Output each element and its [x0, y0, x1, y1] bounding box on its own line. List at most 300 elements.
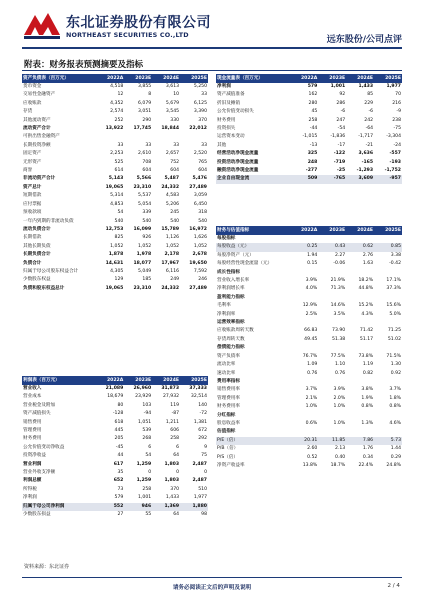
- table-cell: 31,873: [161, 386, 180, 391]
- table-cell: 330: [170, 117, 180, 123]
- column-header: 2024E: [152, 74, 180, 83]
- table-cell: -1,752: [384, 168, 401, 174]
- row-label: 融资活动净现金流量: [217, 168, 259, 174]
- table-cell: 54: [145, 453, 152, 459]
- table-cell: 2,657: [165, 151, 180, 157]
- table-cell: 9: [204, 444, 207, 450]
- table-row: [22, 83, 208, 91]
- table-cell: 1.10: [334, 362, 346, 368]
- table-cell: 35: [117, 470, 124, 476]
- table-row: [216, 462, 402, 470]
- table-row: [22, 108, 208, 116]
- table-cell: 765: [198, 159, 207, 165]
- table-cell: 552: [96, 503, 124, 511]
- table-row: [22, 142, 208, 150]
- column-header: 2024E: [346, 74, 374, 83]
- page-header: [0, 0, 424, 46]
- table-cell: 0.62: [346, 243, 374, 251]
- table-cell: 2,487: [192, 461, 207, 467]
- table-cell: 1,977: [386, 84, 401, 89]
- table-cell: 73: [117, 486, 124, 492]
- footer-divider: [22, 577, 402, 578]
- table-cell: 2.27: [334, 252, 346, 258]
- table-cell: 4,352: [110, 100, 124, 106]
- row-label: 资产负债率: [217, 353, 240, 359]
- table-cell: 80: [117, 402, 124, 408]
- table-cell: 2,520: [193, 151, 207, 157]
- table-cell: 1.19: [362, 362, 374, 368]
- table-cell: 71.42: [359, 328, 374, 334]
- table-title: 财务与估值指标: [216, 226, 290, 235]
- table-cell: 44: [117, 453, 124, 459]
- table-row: [216, 252, 402, 260]
- table-cell: 33: [201, 92, 207, 98]
- table-cell: 23,310: [133, 184, 152, 190]
- table-cell: 510: [198, 486, 207, 492]
- row-label: 投资损失: [217, 126, 236, 132]
- column-header: 2023E: [318, 226, 346, 235]
- table-cell: 604: [142, 168, 152, 174]
- row-label: 估值指标: [217, 429, 236, 435]
- table-cell: 4,853: [110, 201, 124, 207]
- table-title: 现金流量表（百万元）: [216, 74, 290, 83]
- table-cell: 75: [201, 453, 207, 459]
- table-cell: -1,015: [302, 134, 318, 140]
- table-row: [216, 150, 402, 158]
- table-cell: 258: [170, 436, 180, 442]
- table-row: [22, 276, 208, 284]
- table-cell: 77.5%: [330, 353, 346, 359]
- table-cell: 249: [170, 277, 180, 283]
- table-cell: [346, 235, 374, 243]
- table-cell: 2,610: [138, 151, 152, 157]
- table-cell: 1,052: [138, 243, 152, 249]
- table-cell: 1,880: [180, 503, 208, 511]
- column-header: 2022A: [96, 74, 124, 83]
- row-label: 存货: [23, 109, 33, 115]
- table-row: [22, 91, 208, 99]
- table-cell: 370: [170, 486, 180, 492]
- table-cell: -94: [143, 411, 152, 417]
- table-cell: [374, 428, 402, 436]
- table-cell: 579: [114, 495, 124, 501]
- column-header: 2023E: [318, 74, 346, 83]
- table-row: [216, 285, 402, 293]
- table-cell: [318, 319, 346, 327]
- table-cell: 242: [364, 117, 374, 123]
- table-cell: 4.6%: [389, 420, 401, 426]
- row-label: 资产减值准备: [217, 92, 245, 98]
- table-cell: 1.76: [362, 446, 374, 452]
- table-cell: 3,613: [165, 84, 180, 89]
- table-cell: 33: [145, 142, 152, 148]
- table-cell: 45: [311, 109, 318, 115]
- table-row: [216, 133, 402, 141]
- table-cell: 540: [142, 218, 152, 224]
- table-cell: 280: [308, 100, 318, 106]
- table-cell: 3,545: [165, 109, 180, 115]
- table-cell: [374, 294, 402, 302]
- table-cell: 606: [170, 428, 180, 434]
- table-cell: 652: [113, 478, 124, 484]
- table-cell: 22.4%: [358, 462, 374, 468]
- table-cell: 5,049: [138, 268, 152, 274]
- row-label: 投资净收益: [23, 453, 46, 459]
- table-cell: 2,574: [110, 109, 124, 115]
- table-cell: 229: [364, 100, 374, 106]
- row-label: 净利润增长率: [217, 286, 245, 292]
- table-cell: 162: [308, 92, 318, 98]
- table-header-row: [22, 74, 208, 83]
- row-label: 归属于母公司股东权益合计: [23, 268, 79, 274]
- row-label: 归属于母公司净利润: [22, 503, 96, 511]
- table-cell: 70: [395, 92, 401, 98]
- ratios-table: [216, 226, 402, 470]
- table-row: [216, 167, 402, 175]
- row-label: 负债合计: [23, 260, 42, 266]
- table-cell: 604: [170, 168, 180, 174]
- table-cell: 0.40: [334, 454, 346, 460]
- table-cell: [318, 378, 346, 386]
- table-cell: 2.60: [307, 446, 318, 452]
- table-cell: 2.13: [334, 446, 346, 452]
- table-cell: [318, 294, 346, 302]
- table-cell: 33: [201, 142, 207, 148]
- table-cell: 4,305: [110, 268, 124, 274]
- table-cell: 3.7%: [305, 387, 318, 393]
- data-source-note: 资料来源：东北证券: [24, 564, 70, 570]
- table-cell: [346, 319, 374, 327]
- table-cell: 33: [117, 142, 124, 148]
- table-cell: -25: [336, 168, 346, 174]
- table-cell: 318: [198, 210, 207, 216]
- table-cell: 0.29: [390, 454, 401, 460]
- row-label: 固定资产: [23, 151, 42, 157]
- table-row: [216, 361, 402, 369]
- section-row: [216, 378, 402, 386]
- table-cell: [96, 133, 124, 141]
- table-row: [22, 125, 208, 133]
- table-cell: 92: [339, 92, 346, 98]
- section-row: [216, 412, 402, 420]
- table-cell: 3,609: [346, 175, 374, 183]
- table-cell: 1,052: [165, 243, 180, 249]
- row-label: 费用率指标: [217, 378, 240, 384]
- column-header: 2025E: [374, 226, 402, 235]
- table-cell: 27: [117, 512, 124, 518]
- table-row: [216, 336, 402, 344]
- table-cell: 3.5%: [333, 311, 346, 317]
- table-row: [22, 461, 208, 469]
- table-cell: -765: [318, 175, 346, 183]
- table-cell: 0: [148, 470, 152, 476]
- table-cell: 3.38: [390, 252, 401, 258]
- table-row: [22, 427, 208, 435]
- table-cell: 27,932: [163, 394, 180, 400]
- table-cell: 0.52: [307, 454, 318, 460]
- table-cell: 5,143: [108, 176, 124, 182]
- table-row: [22, 444, 208, 452]
- table-cell: 3.9%: [305, 278, 318, 284]
- table-cell: 5,679: [165, 100, 180, 106]
- column-header: 2022A: [290, 74, 318, 83]
- table-row: [216, 353, 402, 361]
- table-row: [216, 277, 402, 285]
- table-cell: 4,583: [165, 193, 180, 199]
- balance-sheet-table: [22, 74, 208, 293]
- row-label: 应付票据: [23, 201, 42, 207]
- table-header-row: [22, 376, 208, 385]
- table-row: [22, 260, 208, 268]
- cash-flow-panel: [216, 74, 402, 184]
- table-row: [22, 234, 208, 242]
- table-cell: 0: [204, 470, 207, 476]
- table-cell: 1,803: [164, 461, 180, 467]
- table-cell: -21: [365, 142, 374, 148]
- table-cell: 129: [114, 277, 124, 283]
- table-row: [22, 209, 208, 217]
- table-cell: 24.8%: [386, 462, 401, 468]
- table-cell: 7,592: [193, 268, 207, 274]
- table-cell: -54: [337, 126, 346, 132]
- row-label: 管理费用率: [217, 395, 240, 401]
- table-row: [22, 402, 208, 410]
- table-cell: 1.44: [390, 446, 401, 452]
- table-cell: -75: [393, 126, 401, 132]
- row-label: 营业收入: [23, 386, 42, 391]
- table-cell: 1,626: [193, 235, 207, 241]
- table-cell: 71.5%: [386, 353, 401, 359]
- table-row: [216, 243, 402, 251]
- table-cell: [346, 344, 374, 352]
- table-cell: 5,476: [192, 176, 207, 182]
- table-cell: 325: [307, 151, 318, 157]
- table-cell: [374, 269, 402, 277]
- table-row: [22, 419, 208, 427]
- ratios-panel: [216, 226, 402, 470]
- row-label: 每股收益（元）: [216, 243, 290, 251]
- table-cell: -122: [333, 151, 346, 157]
- table-cell: 290: [142, 117, 152, 123]
- table-row: [22, 226, 208, 234]
- table-cell: 17,745: [133, 126, 152, 132]
- table-cell: 185: [142, 277, 152, 283]
- table-cell: [346, 378, 374, 386]
- table-cell: -87: [171, 411, 180, 417]
- table-row: [22, 150, 208, 158]
- table-cell: 205: [114, 436, 124, 442]
- table-cell: [318, 269, 346, 277]
- table-cell: 1,052: [110, 243, 124, 249]
- row-label: 营业成本: [23, 394, 42, 400]
- table-cell: 617: [113, 461, 124, 467]
- row-label: 财务费用率: [217, 404, 240, 410]
- table-cell: 1,433: [358, 84, 374, 89]
- table-cell: 445: [114, 428, 124, 434]
- table-row: [216, 437, 402, 445]
- table-cell: 5.0%: [389, 311, 401, 317]
- table-row: [22, 393, 208, 401]
- table-cell: 540: [170, 218, 180, 224]
- table-cell: 216: [392, 100, 401, 106]
- row-label: 营业外收支净额: [23, 470, 56, 476]
- row-label: P/E（倍）: [216, 437, 290, 445]
- table-cell: 26,960: [133, 386, 152, 391]
- column-header: 2022A: [290, 226, 318, 235]
- table-cell: 51.17: [359, 336, 374, 342]
- table-cell: [374, 344, 402, 352]
- table-row: [216, 311, 402, 319]
- company-name-cn: 东北证券股份有限公司: [66, 15, 211, 31]
- table-cell: 18,077: [133, 260, 152, 266]
- table-cell: -3,304: [386, 134, 401, 140]
- table-cell: 1.0%: [333, 404, 346, 410]
- row-label: 销售费用: [23, 419, 42, 425]
- row-label: 少数股东损益: [23, 512, 51, 518]
- table-row: [216, 83, 402, 91]
- table-cell: 5.73: [374, 437, 402, 445]
- row-label: 短期借款: [23, 193, 42, 199]
- row-label: 一年内到期的非流动负债: [23, 218, 74, 224]
- table-row: [216, 108, 402, 116]
- table-cell: 1,001: [330, 84, 346, 89]
- table-cell: 17,967: [161, 260, 180, 266]
- table-cell: 1.09: [307, 362, 318, 368]
- table-cell: -957: [374, 175, 402, 183]
- table-cell: 5,250: [193, 84, 207, 89]
- table-cell: 1,803: [164, 478, 180, 484]
- table-cell: 15.2%: [358, 303, 374, 309]
- row-label: P/S（倍）: [217, 454, 239, 460]
- northeast-securities-logo-icon: [22, 11, 62, 41]
- table-cell: 1,433: [165, 495, 180, 501]
- table-row: [22, 218, 208, 226]
- table-title: 资产负债表（百万元）: [22, 74, 96, 83]
- table-cell: 672: [198, 428, 207, 434]
- table-cell: 98: [201, 512, 207, 518]
- row-label: 净利润: [217, 84, 231, 89]
- table-row: [22, 117, 208, 125]
- table-cell: 1,052: [193, 243, 207, 249]
- footer-disclaimer: 请务必阅读正文后的声明及说明: [172, 585, 252, 591]
- table-cell: 1.8%: [389, 395, 401, 401]
- table-cell: 540: [198, 218, 207, 224]
- table-cell: 1.0%: [333, 420, 346, 426]
- table-cell: 37,333: [189, 386, 207, 391]
- row-label: 管理费用: [23, 428, 42, 434]
- table-cell: 579: [307, 84, 318, 89]
- table-cell: 54: [117, 210, 124, 216]
- row-label: 分红指标: [217, 412, 236, 418]
- table-cell: [374, 235, 402, 243]
- table-cell: 5,487: [164, 176, 180, 182]
- table-cell: -1,836: [330, 134, 346, 140]
- table-cell: 258: [142, 486, 152, 492]
- table-header-row: [216, 226, 402, 235]
- row-label: 商誉: [23, 168, 33, 174]
- table-cell: 32,514: [190, 394, 207, 400]
- table-cell: 12.9%: [302, 303, 318, 309]
- table-cell: 21.9%: [330, 278, 346, 284]
- table-row: [22, 503, 208, 511]
- table-cell: 825: [114, 235, 124, 241]
- table-row: [216, 395, 402, 403]
- table-row: [216, 100, 402, 108]
- table-cell: 370: [198, 117, 207, 123]
- section-row: [216, 269, 402, 277]
- table-cell: 0.82: [362, 370, 374, 376]
- table-cell: 286: [336, 100, 346, 106]
- row-label: 流动负债合计: [23, 226, 51, 232]
- table-cell: -6: [340, 109, 346, 115]
- table-cell: 1.30: [390, 362, 401, 368]
- table-row: [216, 386, 402, 394]
- table-cell: 1,126: [165, 235, 180, 241]
- table-cell: 2.5%: [305, 311, 318, 317]
- row-label: 货币资金: [23, 84, 42, 89]
- table-cell: 339: [142, 210, 152, 216]
- table-cell: -17: [337, 142, 346, 148]
- row-label: 每股净资产（元）: [217, 252, 254, 258]
- table-cell: 1,977: [193, 495, 207, 501]
- table-cell: 238: [392, 117, 401, 123]
- table-cell: 1,369: [152, 503, 180, 511]
- table-cell: 618: [114, 419, 124, 425]
- table-cell: 15.6%: [386, 303, 401, 309]
- table-cell: 1.9%: [361, 395, 374, 401]
- table-cell: 24,332: [161, 184, 180, 190]
- table-cell: 708: [142, 159, 152, 165]
- row-label: 成长性指标: [217, 269, 240, 275]
- table-cell: [290, 319, 318, 327]
- table-row: [216, 454, 402, 462]
- table-cell: 3,855: [138, 84, 152, 89]
- table-cell: 3.9%: [333, 387, 346, 393]
- column-header: 2025E: [180, 74, 208, 83]
- table-cell: 33: [173, 142, 180, 148]
- row-label: 每股经营性现金流量（元）: [217, 261, 273, 267]
- table-cell: 44.8%: [358, 286, 374, 292]
- table-cell: 4,518: [110, 84, 124, 89]
- row-label: 运营资本变动: [217, 134, 245, 140]
- table-cell: 8: [148, 92, 152, 98]
- row-label: 负债和股东权益总计: [23, 285, 65, 291]
- table-cell: [318, 412, 346, 420]
- table-cell: 248: [307, 159, 318, 165]
- table-cell: -1,293: [356, 168, 374, 174]
- header-divider: [22, 47, 402, 49]
- column-header: 2023E: [124, 74, 152, 83]
- table-cell: [318, 344, 346, 352]
- table-cell: 5,054: [138, 201, 152, 207]
- table-cell: 18.7%: [330, 462, 346, 468]
- row-label: 长期负债合计: [23, 252, 51, 258]
- row-label: 盈利能力指标: [217, 294, 245, 300]
- table-cell: 0.76: [307, 370, 318, 376]
- table-cell: 13.8%: [302, 462, 318, 468]
- row-label: 折旧及摊销: [217, 100, 240, 106]
- table-cell: -128: [112, 411, 124, 417]
- table-row: [216, 117, 402, 125]
- table-cell: 10: [173, 92, 180, 98]
- balance-sheet-panel: [22, 74, 208, 293]
- table-cell: 3.7%: [389, 387, 401, 393]
- table-cell: 16,972: [189, 226, 207, 232]
- table-cell: 19,065: [105, 184, 124, 190]
- table-cell: -64: [365, 126, 374, 132]
- table-cell: [290, 412, 318, 420]
- row-label: 速动比率: [217, 370, 236, 376]
